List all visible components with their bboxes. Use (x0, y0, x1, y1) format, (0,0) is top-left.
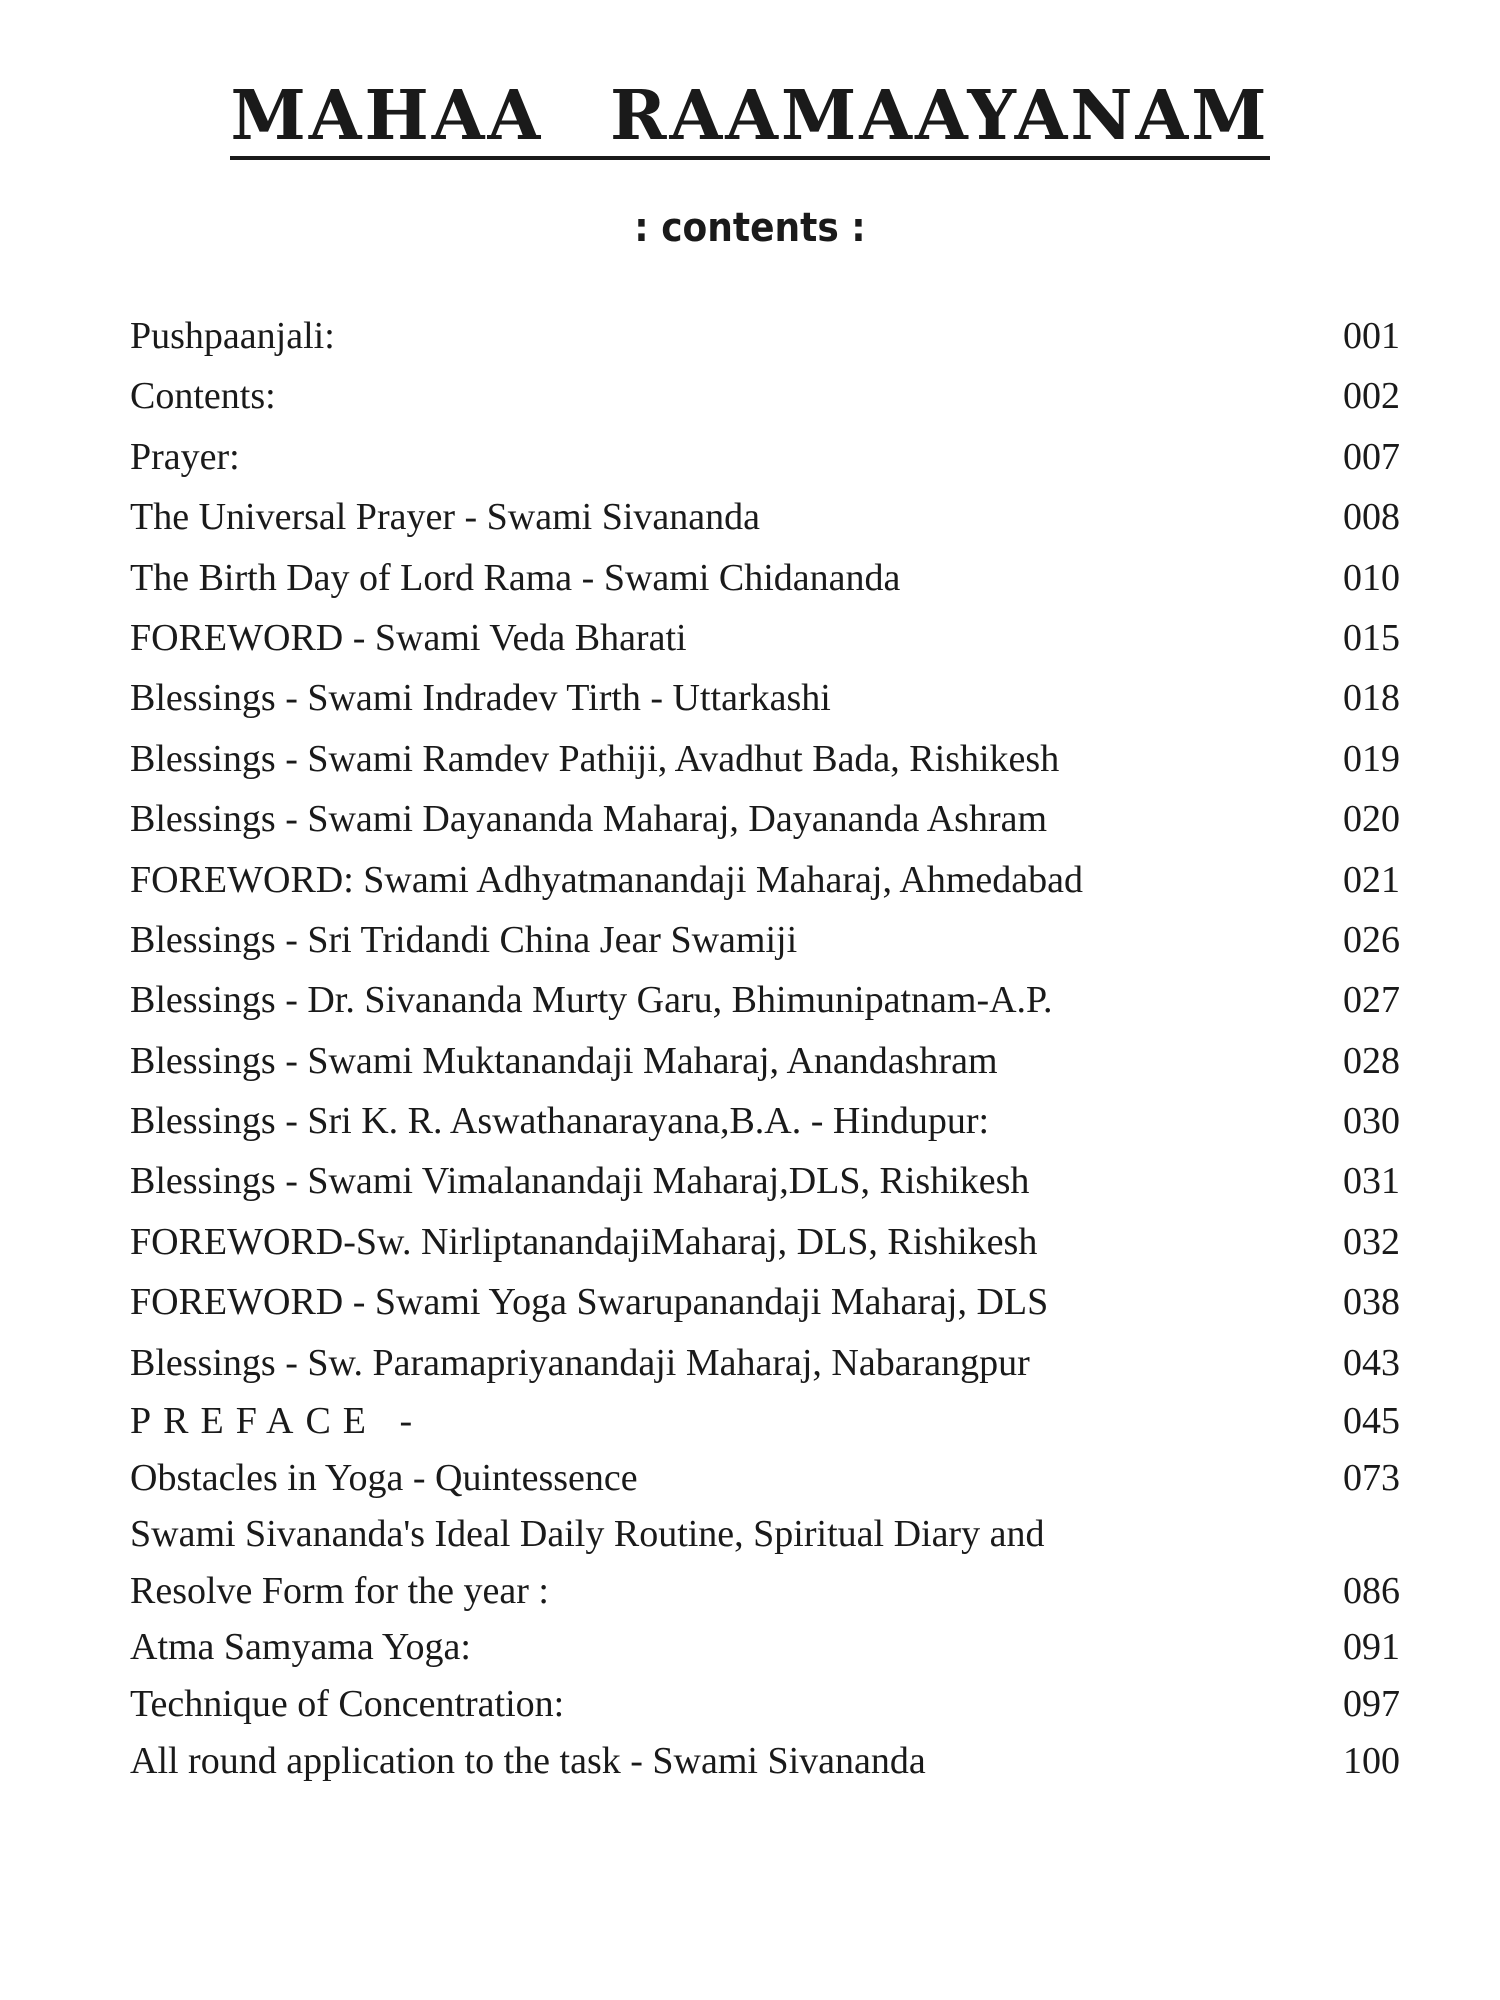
toc-row (130, 1272, 1400, 1332)
toc-page-number: 020 (1343, 798, 1400, 841)
toc-page-number: 091 (1343, 1626, 1400, 1669)
toc-entry-title: Blessings - Sw. Paramapriyanandaji Maharaj, Nabarangpur (130, 1341, 1030, 1384)
toc-page-number: 007 (1343, 435, 1400, 478)
toc-row (130, 668, 1400, 728)
toc-entry-title: FOREWORD-Sw. NirliptanandajiMaharaj, DLS, Rishikesh (130, 1220, 1038, 1263)
toc-row (130, 1212, 1400, 1272)
toc-entry-title: Blessings - Sri K. R. Aswathanarayana,B.A. - Hindupur: (130, 1100, 990, 1143)
toc-page-number: 038 (1343, 1281, 1400, 1324)
toc-row (130, 910, 1400, 970)
toc-entry-title: FOREWORD - Swami Veda Bharati (130, 616, 687, 659)
toc-entry-title: FOREWORD: Swami Adhyatmanandaji Maharaj, Ahmedabad (130, 858, 1083, 901)
toc-entry-title: All round application to the task - Swami Sivananda (130, 1739, 926, 1782)
toc-page-number: 010 (1343, 556, 1400, 599)
toc-entry-title: PREFACE - (130, 1400, 425, 1443)
toc-page-number: 019 (1343, 737, 1400, 780)
toc-row (130, 1393, 1400, 1450)
toc-page-number: 002 (1343, 375, 1400, 418)
toc-row (130, 1151, 1400, 1211)
toc-page-number: 027 (1343, 979, 1400, 1022)
toc-row (130, 1506, 1400, 1563)
toc-entry-title: Obstacles in Yoga - Quintessence (130, 1456, 638, 1499)
toc-entry-title: Blessings - Swami Indradev Tirth - Uttarkashi (130, 677, 831, 720)
toc-row (130, 487, 1400, 547)
toc-row (130, 789, 1400, 849)
toc-page-number: 018 (1343, 677, 1400, 720)
toc-entry-title: Blessings - Sri Tridandi China Jear Swamiji (130, 918, 798, 961)
toc-page-number: 021 (1343, 858, 1400, 901)
toc-entry-title: Prayer: (130, 435, 240, 478)
toc-entry-title: The Birth Day of Lord Rama - Swami Chidananda (130, 556, 901, 599)
book-title-text: MAHAA RAAMAAYANAM (230, 82, 1269, 160)
toc-entry-title: Blessings - Dr. Sivananda Murty Garu, Bhimunipatnam-A.P. (130, 979, 1053, 1022)
toc-entry-title: Blessings - Swami Dayananda Maharaj, Dayananda Ashram (130, 798, 1048, 841)
toc-row (130, 366, 1400, 426)
toc-entry-title: Atma Samyama Yoga: (130, 1626, 471, 1669)
toc-row (130, 970, 1400, 1030)
toc-row (130, 1619, 1400, 1676)
toc-row (130, 548, 1400, 608)
toc-page-number: 032 (1343, 1220, 1400, 1263)
toc-page-number: 008 (1343, 496, 1400, 539)
toc-row (130, 427, 1400, 487)
toc-entry-title: Contents: (130, 375, 276, 418)
toc-page-number: 086 (1343, 1569, 1400, 1612)
toc-row (130, 1031, 1400, 1091)
toc-row (130, 1333, 1400, 1393)
toc-entry-title: Resolve Form for the year : (130, 1569, 549, 1612)
toc-row (130, 306, 1400, 366)
toc-page-number: 100 (1343, 1739, 1400, 1782)
toc-row (130, 850, 1400, 910)
toc-row (130, 1091, 1400, 1151)
toc-entry-title: Swami Sivananda's Ideal Daily Routine, Spiritual Diary and (130, 1513, 1045, 1556)
toc-page-number: 030 (1343, 1100, 1400, 1143)
contents-heading: : contents : (634, 205, 866, 251)
toc-page-number: 031 (1343, 1160, 1400, 1203)
toc-entry-title: Blessings - Swami Ramdev Pathiji, Avadhut Bada, Rishikesh (130, 737, 1060, 780)
toc-page-number: 043 (1343, 1341, 1400, 1384)
toc-page-number: 045 (1343, 1400, 1400, 1443)
toc-page-number: 001 (1343, 315, 1400, 357)
toc-entry-title: Technique of Concentration: (130, 1683, 565, 1725)
toc-row (130, 1676, 1400, 1733)
toc-page-number: 015 (1343, 616, 1400, 659)
book-title (0, 76, 1500, 160)
toc-entry-title: The Universal Prayer - Swami Sivananda (130, 496, 760, 539)
toc-row (130, 1450, 1400, 1507)
table-of-contents (130, 306, 1400, 1789)
toc-entry-title: FOREWORD - Swami Yoga Swarupanandaji Maharaj, DLS (130, 1281, 1049, 1324)
toc-page-number: 073 (1343, 1456, 1400, 1499)
toc-page-number: 097 (1343, 1683, 1400, 1725)
toc-page-number: 028 (1343, 1039, 1400, 1082)
toc-entry-title: Blessings - Swami Vimalanandaji Maharaj,DLS, Rishikesh (130, 1160, 1030, 1203)
toc-entry-title: Blessings - Swami Muktanandaji Maharaj, Anandashram (130, 1039, 998, 1082)
toc-entry-title: Pushpaanjali: (130, 315, 335, 357)
toc-page-number: 026 (1343, 918, 1400, 961)
toc-row (130, 608, 1400, 668)
toc-row (130, 729, 1400, 789)
toc-row (130, 1733, 1400, 1790)
toc-row (130, 1563, 1400, 1620)
